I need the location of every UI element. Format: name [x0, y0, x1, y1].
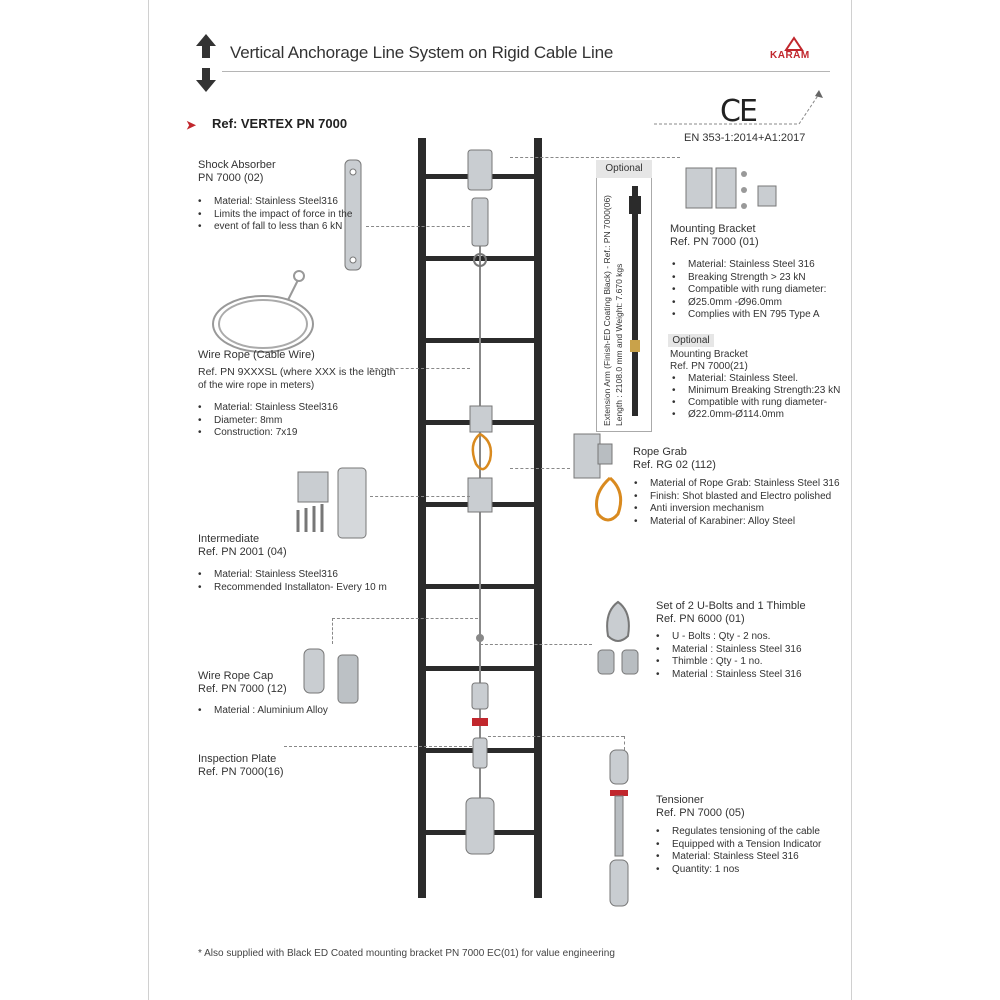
- leader-line: [370, 368, 470, 369]
- intermediate-image: [290, 466, 370, 546]
- spec-item: • Complies with EN 795 Type A: [672, 309, 842, 322]
- tensioner-title: Tensioner: [656, 794, 704, 806]
- spec-item: • Construction: 7x19: [198, 427, 358, 440]
- mounting-bracket-image: [680, 160, 780, 220]
- spec-item: • Equipped with a Tension Indicator: [656, 839, 836, 852]
- intermediate-specs: [198, 569, 398, 594]
- leader-line: [370, 496, 470, 497]
- mounting-bracket-opt-specs: [672, 373, 848, 421]
- leader-line: [624, 736, 625, 750]
- u-bolts-ref: Ref. PN 6000 (01): [656, 613, 745, 625]
- up-down-arrow-icon: [196, 34, 216, 94]
- tensioner-specs: [656, 826, 836, 876]
- u-bolts-image: [594, 600, 644, 680]
- standard-bracket: [654, 90, 824, 130]
- u-bolts-title: Set of 2 U-Bolts and 1 Thimble: [656, 600, 806, 612]
- spec-item: • Compatible with rung diameter-: [672, 397, 848, 409]
- red-arrow-icon: ➤: [186, 118, 197, 132]
- footnote: * Also supplied with Black ED Coated mounting bracket PN 7000 EC(01) for value engineering: [198, 948, 615, 959]
- tensioner-image: [604, 750, 634, 910]
- extension-arm-image: [628, 186, 642, 416]
- leader-line: [332, 618, 478, 619]
- wire-rope-cap-title: Wire Rope Cap: [198, 670, 274, 682]
- mounting-bracket-specs: [672, 259, 842, 322]
- shock-absorber-ref: PN 7000 (02): [198, 172, 264, 184]
- spec-item: • Finish: Shot blasted and Electro polished: [634, 491, 844, 504]
- wire-rope-ref: Ref. PN 9XXXSL (where XXX is the length: [198, 366, 396, 378]
- standard-text: EN 353-1:2014+A1:2017: [684, 132, 806, 144]
- spec-item: • Material : Aluminium Alloy: [198, 705, 358, 718]
- inspection-plate-ref: Ref. PN 7000(16): [198, 766, 284, 778]
- rope-grab-image: [570, 430, 630, 530]
- spec-item: • Material: Stainless Steel 316: [656, 851, 836, 864]
- spec-item: • Compatible with rung diameter:: [672, 284, 842, 297]
- spec-item: • Material: Stainless Steel 316: [672, 259, 842, 272]
- spec-item: • Breaking Strength > 23 kN: [672, 272, 842, 285]
- wire-rope-cap-image: [302, 645, 362, 705]
- inspection-plate-title: Inspection Plate: [198, 753, 277, 765]
- leader-line: [510, 157, 680, 158]
- spec-item: • Anti inversion mechanism: [634, 503, 844, 516]
- extension-arm-line1: Extension Arm (Finish-ED Coating Black) - Ref.: PN 7000(06): [602, 194, 612, 426]
- wire-rope-title: Wire Rope (Cable Wire): [198, 349, 315, 361]
- spec-item: • U - Bolts : Qty - 2 nos.: [656, 631, 836, 644]
- mounting-bracket-ref: Ref. PN 7000 (01): [670, 236, 759, 248]
- spec-item: • Material: Stainless Steel316: [198, 402, 358, 415]
- spec-item: • Material : Stainless Steel 316: [656, 644, 836, 657]
- spec-item: • Material: Stainless Steel316: [198, 196, 358, 209]
- title-divider: [222, 71, 830, 72]
- wire-rope-cap-specs: [198, 705, 358, 718]
- page-title: Vertical Anchorage Line System on Rigid Cable Line: [230, 43, 614, 62]
- rope-grab-specs: [634, 478, 844, 528]
- spec-item: • Material of Rope Grab: Stainless Steel 316: [634, 478, 844, 491]
- extension-arm-optional-label: Optional: [596, 160, 652, 178]
- leader-line: [366, 226, 470, 227]
- spec-item: • Quantity: 1 nos: [656, 864, 836, 877]
- intermediate-title: Intermediate: [198, 533, 260, 545]
- wire-rope-specs: [198, 402, 358, 440]
- u-bolts-specs: [656, 631, 836, 681]
- brand-name: KARAM: [770, 50, 810, 61]
- leader-line: [488, 736, 624, 737]
- shock-absorber-title: Shock Absorber: [198, 159, 276, 171]
- spec-item: • Material : Stainless Steel 316: [656, 669, 836, 682]
- rope-grab-title: Rope Grab: [633, 446, 687, 458]
- spec-item: • Ø25.0mm -Ø96.0mm: [672, 297, 842, 310]
- wire-rope-image: [208, 280, 318, 360]
- mounting-bracket-opt-ref: Ref. PN 7000(21): [670, 361, 748, 372]
- leader-line: [480, 644, 592, 645]
- rope-grab-ref: Ref. RG 02 (112): [633, 459, 716, 471]
- wire-rope-ref-cont: of the wire rope in meters): [198, 380, 315, 391]
- tensioner-ref: Ref. PN 7000 (05): [656, 807, 745, 819]
- mounting-bracket-opt-title: Mounting Bracket: [670, 349, 748, 360]
- leader-line: [332, 618, 333, 644]
- spec-item: • Material: Stainless Steel316: [198, 569, 398, 582]
- spec-item: • Diameter: 8mm: [198, 415, 358, 428]
- leader-line: [284, 746, 472, 747]
- ce-mark-icon: CE: [720, 94, 756, 129]
- spec-item: • event of fall to less than 6 kN: [198, 221, 358, 234]
- spec-item: • Recommended Installaton- Every 10 m: [198, 582, 398, 595]
- spec-item: • Thimble : Qty - 1 no.: [656, 656, 836, 669]
- spec-item: • Ø22.0mm-Ø114.0mm: [672, 409, 848, 421]
- extension-arm-line2: Length : 2108.0 mm and Weight: 7.670 kgs: [614, 263, 624, 426]
- spec-item: • Material of Karabiner: Alloy Steel: [634, 516, 844, 529]
- leader-line: [510, 468, 570, 469]
- intermediate-ref: Ref. PN 2001 (04): [198, 546, 287, 558]
- spec-item: • Minimum Breaking Strength:23 kN: [672, 385, 848, 397]
- ladder-illustration: [410, 138, 550, 898]
- shock-absorber-specs: [198, 196, 358, 234]
- product-reference: Ref: VERTEX PN 7000: [212, 116, 348, 131]
- spec-item: • Limits the impact of force in the: [198, 209, 358, 222]
- mounting-bracket-title: Mounting Bracket: [670, 223, 756, 235]
- spec-item: • Material: Stainless Steel.: [672, 373, 848, 385]
- wire-rope-cap-ref: Ref. PN 7000 (12): [198, 683, 287, 695]
- mounting-bracket-opt-label: Optional: [668, 334, 714, 347]
- spec-item: • Regulates tensioning of the cable: [656, 826, 836, 839]
